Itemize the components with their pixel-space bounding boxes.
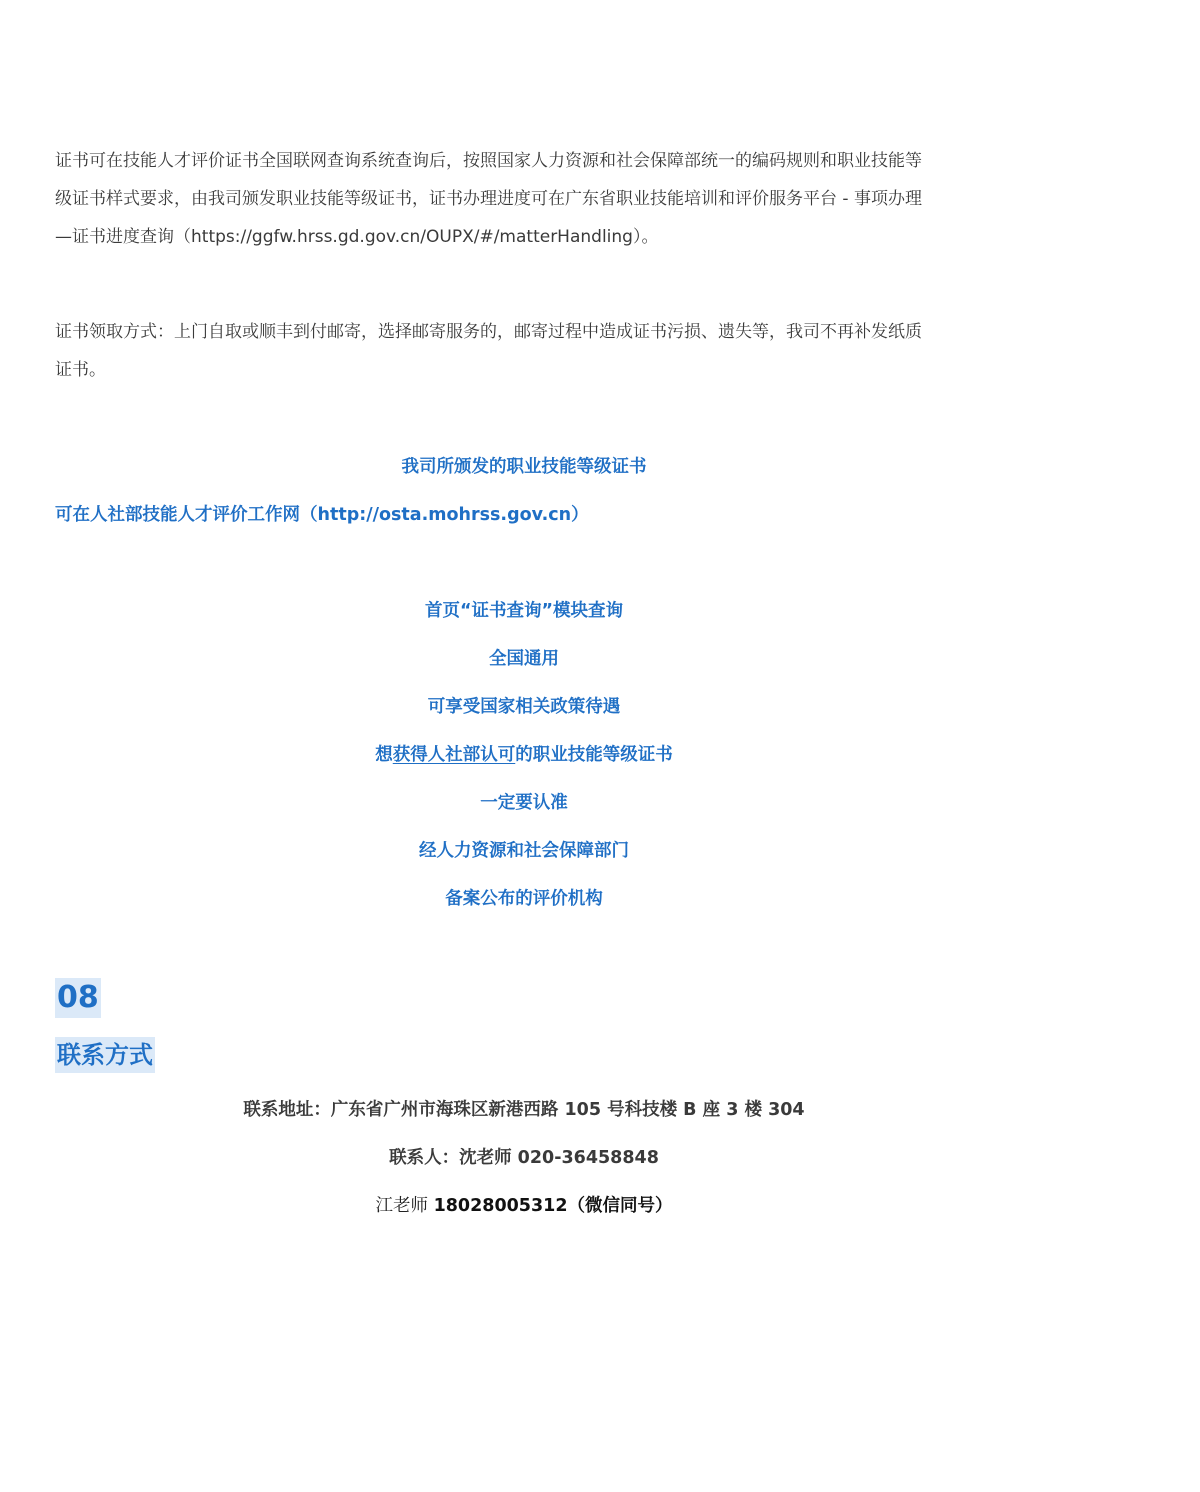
highlight-prefix: 想	[375, 745, 393, 765]
highlight-line-registered-institution: 备案公布的评价机构	[445, 889, 603, 909]
highlight-line-website: 可在人社部技能人才评价工作网（http://osta.mohrss.gov.cn）	[55, 505, 589, 525]
highlight-line-query-module: 首页“证书查询”模块查询	[424, 601, 623, 621]
contact-phone: 18028005312（微信同号）	[433, 1196, 673, 1216]
paragraph-line: 证书可在技能人才评价证书全国联网查询系统查询后，按照国家人力资源和社会保障部统一的编码规则和职业技能等	[55, 151, 922, 171]
section-number: 08	[55, 978, 101, 1018]
contact-person-jiang	[0, 1192, 1048, 1217]
section-title: 联系方式	[55, 1037, 155, 1073]
highlight-line-policy-benefits: 可享受国家相关政策待遇	[427, 697, 621, 717]
highlight-line-must-verify: 一定要认准	[480, 793, 568, 813]
certificate-query-paragraph	[55, 142, 1005, 256]
highlight-underlined-text: 获得人社部认可	[392, 745, 516, 765]
contact-person-shen: 联系人：沈老师 020-36458848	[389, 1148, 659, 1168]
highlight-line-hr-department: 经人力资源和社会保障部门	[419, 841, 629, 861]
paragraph-line: 证书。	[55, 360, 106, 380]
highlight-line-certificate: 我司所颁发的职业技能等级证书	[401, 457, 647, 477]
certificate-collection-paragraph	[55, 313, 1005, 389]
highlight-line-nationwide: 全国通用	[489, 649, 559, 669]
contact-address: 联系地址：广东省广州市海珠区新港西路 105 号科技楼 B 座 3 楼 304	[243, 1100, 805, 1120]
highlight-line-recognition	[0, 741, 1048, 766]
paragraph-line: 级证书样式要求，由我司颁发职业技能等级证书，证书办理进度可在广东省职业技能培训和评价服务平台 - 事项办理	[55, 189, 922, 209]
highlight-suffix: 的职业技能等级证书	[515, 745, 673, 765]
contact-name: 江老师	[375, 1196, 434, 1216]
paragraph-line: —证书进度查询（https://ggfw.hrss.gd.gov.cn/OUPX/#/matterHandling）。	[55, 227, 659, 247]
paragraph-line: 证书领取方式：上门自取或顺丰到付邮寄，选择邮寄服务的，邮寄过程中造成证书污损、遗失等，我司不再补发纸质	[55, 322, 922, 342]
